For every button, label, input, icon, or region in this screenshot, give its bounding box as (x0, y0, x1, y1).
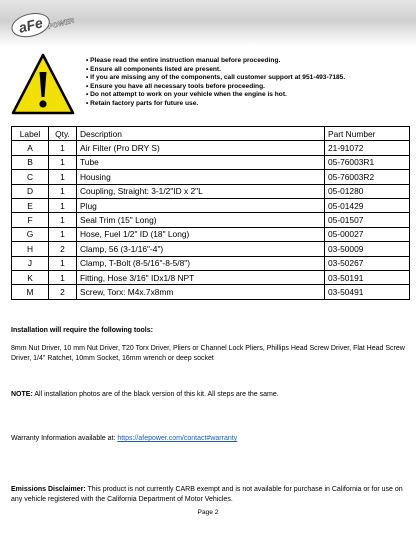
row-label: G (12, 227, 49, 241)
row-qty: 1 (49, 270, 77, 284)
tools-list: 8mm Nut Driver, 10 mm Nut Driver, T20 Torx Driver, Pliers or Channel Lock Pliers, Phillips Head Screw Driver, Flat Head Screw Driver, 1/4" Ratchet, 10mm Socket, 16mm wrench or deep socket (11, 345, 405, 362)
row-description: Coupling, Straight: 3-1/2"ID x 2"L (77, 184, 325, 198)
warning-item: • If you are missing any of the components, call customer support at 951-493-7185. (86, 74, 346, 82)
row-label: D (12, 184, 49, 198)
row-part-number: 05-00027 (325, 227, 410, 241)
warranty-link[interactable]: https://afepower.com/contact#warranty (117, 435, 238, 442)
table-row (12, 256, 410, 270)
row-qty: 1 (49, 170, 77, 184)
note-paragraph (11, 390, 410, 400)
table-row (12, 155, 410, 169)
table-row (12, 270, 410, 284)
warranty-paragraph (11, 434, 410, 444)
warning-triangle-icon (11, 52, 75, 116)
row-label: H (12, 242, 49, 256)
tools-heading: Installation will require the following tools: (11, 327, 153, 334)
row-description: Screw, Torx: M4x.7x8mm (77, 285, 325, 299)
row-label: M (12, 285, 49, 299)
header-description: Description (77, 127, 325, 141)
row-label: C (12, 170, 49, 184)
row-part-number: 05-76003R2 (325, 170, 410, 184)
row-part-number: 03-50191 (325, 270, 410, 284)
row-label: F (12, 213, 49, 227)
parts-table-header (12, 127, 410, 141)
header-qty: Qty. (49, 127, 77, 141)
row-description: Clamp, 56 (3-1/16"-4") (77, 242, 325, 256)
warning-item: • Do not attempt to work on your vehicle when the engine is hot. (86, 91, 287, 99)
row-qty: 1 (49, 155, 77, 169)
row-part-number: 03-50009 (325, 242, 410, 256)
table-row (12, 213, 410, 227)
row-qty: 1 (49, 227, 77, 241)
row-description: Housing (77, 170, 325, 184)
table-row (12, 170, 410, 184)
warranty-text: Warranty Information available at: (11, 435, 118, 442)
row-label: A (12, 141, 49, 155)
warning-item: • Ensure you have all necessary tools before proceeding. (86, 82, 265, 90)
row-part-number: 05-76003R1 (325, 155, 410, 169)
table-row (12, 198, 410, 212)
table-row (12, 285, 410, 299)
row-part-number: 03-50491 (325, 285, 410, 299)
header-label: Label (12, 127, 49, 141)
table-row (12, 141, 410, 155)
row-qty: 1 (49, 141, 77, 155)
svg-text:POWER: POWER (47, 17, 75, 31)
row-label: E (12, 198, 49, 212)
row-part-number: 03-50267 (325, 256, 410, 270)
row-label: B (12, 155, 49, 169)
row-qty: 1 (49, 256, 77, 270)
row-part-number: 05-01429 (325, 198, 410, 212)
row-description: Tube (77, 155, 325, 169)
row-qty: 1 (49, 184, 77, 198)
warning-list (86, 57, 406, 109)
afe-power-logo (8, 4, 78, 38)
emissions-paragraph (11, 485, 410, 504)
row-label: J (12, 256, 49, 270)
header-bar (0, 0, 416, 46)
row-part-number: 05-01280 (325, 184, 410, 198)
emissions-label: Emissions Disclaimer: (11, 486, 86, 493)
page-number: Page 2 (197, 509, 219, 516)
row-qty: 2 (49, 285, 77, 299)
row-description: Clamp, T-Bolt (8-5/16"-8-5/8") (77, 256, 325, 270)
note-label: NOTE: (11, 391, 33, 398)
row-part-number: 21-91072 (325, 141, 410, 155)
row-description: Air Filter (Pro DRY S) (77, 141, 325, 155)
warning-item: • Please read the entire instruction manual before proceeding. (86, 57, 281, 64)
table-row (12, 227, 410, 241)
row-description: Plug (77, 198, 325, 212)
row-qty: 1 (49, 213, 77, 227)
row-description: Seal Trim (15" Long) (77, 213, 325, 227)
emissions-text: This product is not currently CARB exempt and is not available for purchase in California or for use on any vehicle registered with the California Department of Motor Vehicles. (11, 486, 403, 503)
parts-table (11, 126, 410, 300)
row-label: K (12, 270, 49, 284)
row-description: Fitting, Hose 3/16" IDx1/8 NPT (77, 270, 325, 284)
row-part-number: 05-01507 (325, 213, 410, 227)
row-qty: 1 (49, 198, 77, 212)
row-qty: 2 (49, 242, 77, 256)
header-part-number: Part Number (325, 127, 410, 141)
svg-text:aFe: aFe (16, 14, 45, 36)
table-row (12, 242, 410, 256)
note-text: All installation photos are of the black version of this kit. All steps are the same. (32, 391, 279, 398)
row-description: Hose, Fuel 1/2" ID (18" Long) (77, 227, 325, 241)
warning-item: • Retain factory parts for future use. (86, 99, 199, 107)
table-row (12, 184, 410, 198)
warning-item: • Ensure all components listed are present. (86, 65, 221, 73)
